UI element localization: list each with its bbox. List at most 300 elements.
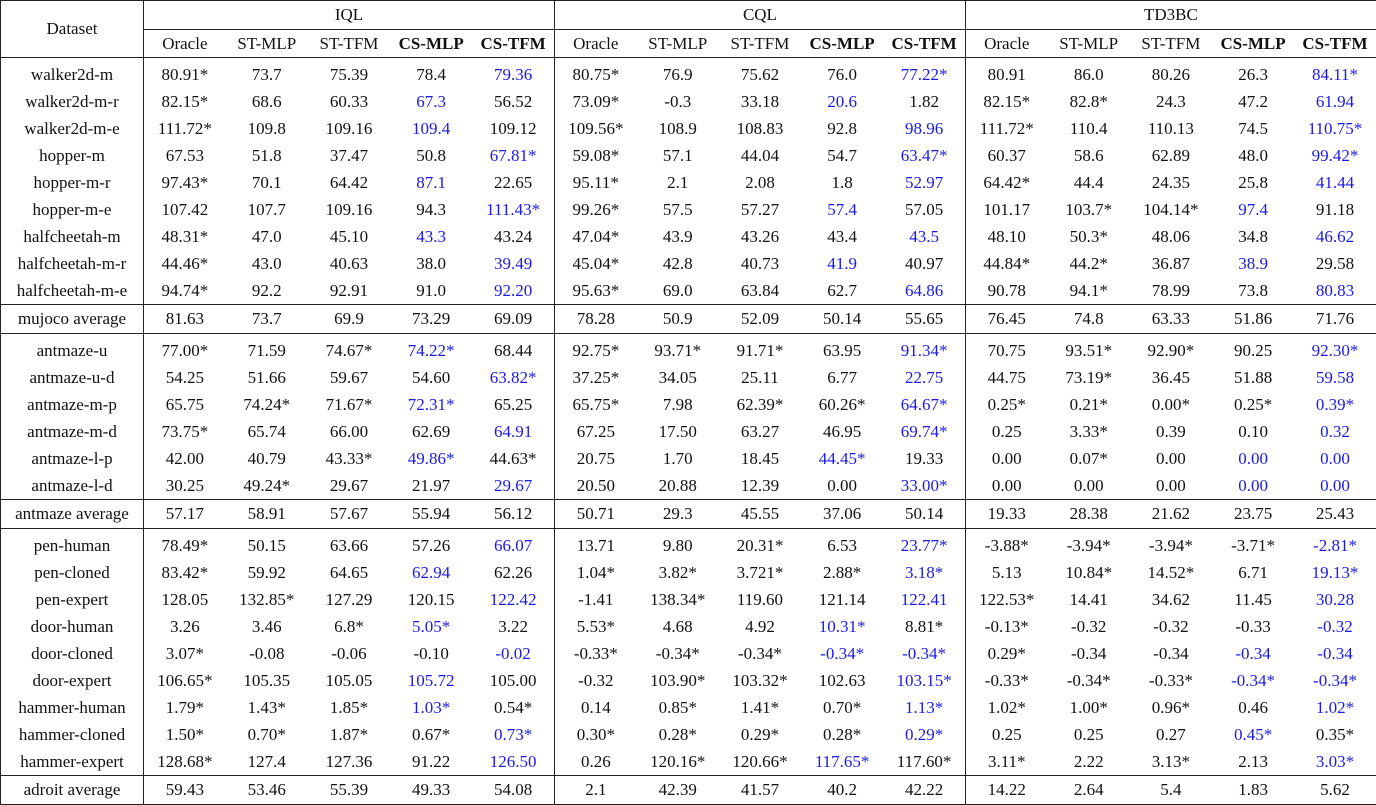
score-cell: 1.41*: [719, 694, 801, 721]
score-cell: 44.84*: [965, 250, 1047, 277]
score-cell: 68.44: [472, 334, 554, 365]
score-cell: 1.79*: [144, 694, 226, 721]
score-cell: 63.47*: [883, 142, 965, 169]
average-row: [1, 500, 1376, 529]
table-row: [1, 196, 1376, 223]
score-cell: 94.1*: [1048, 277, 1130, 305]
score-cell: 56.52: [472, 88, 554, 115]
score-cell: 1.03*: [390, 694, 472, 721]
score-cell: 91.22: [390, 748, 472, 776]
score-cell: 63.66: [308, 529, 390, 560]
score-cell: 34.62: [1130, 586, 1212, 613]
score-cell: 47.2: [1212, 88, 1294, 115]
score-cell: -3.71*: [1212, 529, 1294, 560]
score-cell: 59.92: [226, 559, 308, 586]
method-header-st-tfm: ST-TFM: [719, 30, 801, 58]
score-cell: 0.00: [965, 445, 1047, 472]
score-cell: 2.88*: [801, 559, 883, 586]
score-cell: 92.90*: [1130, 334, 1212, 365]
score-cell: 93.51*: [1048, 334, 1130, 365]
score-cell: 73.75*: [144, 418, 226, 445]
average-cell: 57.67: [308, 500, 390, 529]
average-cell: 55.94: [390, 500, 472, 529]
dataset-name: door-human: [1, 613, 144, 640]
table-row: [1, 559, 1376, 586]
table-row: [1, 586, 1376, 613]
average-cell: 41.57: [719, 776, 801, 805]
score-cell: 92.8: [801, 115, 883, 142]
score-cell: 26.3: [1212, 58, 1294, 89]
score-cell: 20.50: [554, 472, 636, 500]
score-cell: 14.52*: [1130, 559, 1212, 586]
score-cell: 86.0: [1048, 58, 1130, 89]
score-cell: 51.88: [1212, 364, 1294, 391]
score-cell: 0.54*: [472, 694, 554, 721]
score-cell: 51.66: [226, 364, 308, 391]
score-cell: 2.1: [637, 169, 719, 196]
table-row: [1, 721, 1376, 748]
score-cell: 109.16: [308, 115, 390, 142]
score-cell: 0.00: [1048, 472, 1130, 500]
table-row: [1, 364, 1376, 391]
score-cell: 42.8: [637, 250, 719, 277]
method-header-cs-tfm: CS-TFM: [883, 30, 965, 58]
score-cell: 43.5: [883, 223, 965, 250]
table-row: [1, 667, 1376, 694]
average-cell: 81.63: [144, 305, 226, 334]
score-cell: 0.96*: [1130, 694, 1212, 721]
score-cell: -0.32: [1294, 613, 1376, 640]
score-cell: 22.65: [472, 169, 554, 196]
method-header-oracle: Oracle: [965, 30, 1047, 58]
score-cell: 78.49*: [144, 529, 226, 560]
score-cell: 91.0: [390, 277, 472, 305]
dataset-name: door-expert: [1, 667, 144, 694]
table-row: [1, 748, 1376, 776]
score-cell: 67.25: [554, 418, 636, 445]
score-cell: 0.00: [1212, 445, 1294, 472]
score-cell: 57.5: [637, 196, 719, 223]
score-cell: 0.00: [1130, 472, 1212, 500]
dataset-name: hopper-m-e: [1, 196, 144, 223]
score-cell: 36.45: [1130, 364, 1212, 391]
score-cell: 43.4: [801, 223, 883, 250]
dataset-name: walker2d-m: [1, 58, 144, 89]
score-cell: 64.42*: [965, 169, 1047, 196]
score-cell: 61.94: [1294, 88, 1376, 115]
score-cell: 70.75: [965, 334, 1047, 365]
score-cell: 92.30*: [1294, 334, 1376, 365]
score-cell: 102.63: [801, 667, 883, 694]
score-cell: 109.8: [226, 115, 308, 142]
score-cell: -0.34*: [637, 640, 719, 667]
method-header-cs-mlp: CS-MLP: [1212, 30, 1294, 58]
score-cell: 3.721*: [719, 559, 801, 586]
average-cell: 52.09: [719, 305, 801, 334]
score-cell: 60.26*: [801, 391, 883, 418]
score-cell: 0.00: [1212, 472, 1294, 500]
score-cell: 62.89: [1130, 142, 1212, 169]
average-cell: 21.62: [1130, 500, 1212, 529]
score-cell: 110.13: [1130, 115, 1212, 142]
score-cell: 94.3: [390, 196, 472, 223]
score-cell: 1.13*: [883, 694, 965, 721]
average-cell: 23.75: [1212, 500, 1294, 529]
score-cell: 0.85*: [637, 694, 719, 721]
method-header-st-mlp: ST-MLP: [1048, 30, 1130, 58]
score-cell: 80.26: [1130, 58, 1212, 89]
score-cell: 49.86*: [390, 445, 472, 472]
table-row: [1, 334, 1376, 365]
score-cell: 68.6: [226, 88, 308, 115]
average-cell: 42.22: [883, 776, 965, 805]
score-cell: 57.4: [801, 196, 883, 223]
score-cell: 59.67: [308, 364, 390, 391]
score-cell: 101.17: [965, 196, 1047, 223]
score-cell: 45.10: [308, 223, 390, 250]
score-cell: 65.74: [226, 418, 308, 445]
score-cell: 0.25: [965, 418, 1047, 445]
average-cell: 73.29: [390, 305, 472, 334]
average-cell: 74.8: [1048, 305, 1130, 334]
score-cell: -0.34: [1294, 640, 1376, 667]
score-cell: 90.25: [1212, 334, 1294, 365]
score-cell: 3.33*: [1048, 418, 1130, 445]
score-cell: 43.3: [390, 223, 472, 250]
score-cell: -0.34*: [1212, 667, 1294, 694]
score-cell: 119.60: [719, 586, 801, 613]
score-cell: 121.14: [801, 586, 883, 613]
score-cell: 44.2*: [1048, 250, 1130, 277]
score-cell: 12.39: [719, 472, 801, 500]
score-cell: 76.0: [801, 58, 883, 89]
score-cell: 57.27: [719, 196, 801, 223]
score-cell: 30.25: [144, 472, 226, 500]
score-cell: 104.14*: [1130, 196, 1212, 223]
score-cell: 0.30*: [554, 721, 636, 748]
score-cell: -0.34*: [1294, 667, 1376, 694]
score-cell: 48.31*: [144, 223, 226, 250]
score-cell: 97.43*: [144, 169, 226, 196]
score-cell: 57.1: [637, 142, 719, 169]
score-cell: 87.1: [390, 169, 472, 196]
score-cell: 1.70: [637, 445, 719, 472]
score-cell: 17.50: [637, 418, 719, 445]
score-cell: 76.9: [637, 58, 719, 89]
score-cell: 43.33*: [308, 445, 390, 472]
method-header-st-mlp: ST-MLP: [637, 30, 719, 58]
score-cell: 34.05: [637, 364, 719, 391]
score-cell: 77.22*: [883, 58, 965, 89]
score-cell: 9.80: [637, 529, 719, 560]
average-cell: 2.64: [1048, 776, 1130, 805]
score-cell: 109.12: [472, 115, 554, 142]
table-row: [1, 694, 1376, 721]
score-cell: 122.42: [472, 586, 554, 613]
method-header-cs-tfm: CS-TFM: [472, 30, 554, 58]
score-cell: 1.00*: [1048, 694, 1130, 721]
score-cell: 5.53*: [554, 613, 636, 640]
score-cell: 44.63*: [472, 445, 554, 472]
score-cell: 105.72: [390, 667, 472, 694]
average-cell: 42.39: [637, 776, 719, 805]
score-cell: 91.18: [1294, 196, 1376, 223]
table-row: [1, 472, 1376, 500]
score-cell: 108.9: [637, 115, 719, 142]
score-cell: 132.85*: [226, 586, 308, 613]
score-cell: 109.16: [308, 196, 390, 223]
score-cell: 65.75*: [554, 391, 636, 418]
header-row-methods: [1, 30, 1376, 58]
score-cell: 103.7*: [1048, 196, 1130, 223]
score-cell: -0.33*: [554, 640, 636, 667]
score-cell: 106.65*: [144, 667, 226, 694]
score-cell: 25.11: [719, 364, 801, 391]
score-cell: 127.29: [308, 586, 390, 613]
table-row: [1, 277, 1376, 305]
score-cell: 64.67*: [883, 391, 965, 418]
table-row: [1, 169, 1376, 196]
score-cell: 0.29*: [719, 721, 801, 748]
score-cell: 62.26: [472, 559, 554, 586]
algo-header-td3bc: TD3BC: [965, 1, 1376, 30]
score-cell: 0.14: [554, 694, 636, 721]
score-cell: 73.7: [226, 58, 308, 89]
average-cell: 53.46: [226, 776, 308, 805]
score-cell: 19.13*: [1294, 559, 1376, 586]
average-label: adroit average: [1, 776, 144, 805]
score-cell: 21.97: [390, 472, 472, 500]
score-cell: 20.88: [637, 472, 719, 500]
score-cell: 65.25: [472, 391, 554, 418]
average-cell: 19.33: [965, 500, 1047, 529]
score-cell: 44.45*: [801, 445, 883, 472]
score-cell: 63.82*: [472, 364, 554, 391]
score-cell: 105.00: [472, 667, 554, 694]
score-cell: 74.24*: [226, 391, 308, 418]
score-cell: 64.86: [883, 277, 965, 305]
score-cell: -3.94*: [1048, 529, 1130, 560]
score-cell: 127.4: [226, 748, 308, 776]
score-cell: 83.42*: [144, 559, 226, 586]
score-cell: 0.70*: [801, 694, 883, 721]
score-cell: 36.87: [1130, 250, 1212, 277]
score-cell: 3.11*: [965, 748, 1047, 776]
score-cell: 82.15*: [144, 88, 226, 115]
score-cell: 108.83: [719, 115, 801, 142]
score-cell: 40.73: [719, 250, 801, 277]
algo-header-cql: CQL: [554, 1, 965, 30]
dataset-name: hammer-cloned: [1, 721, 144, 748]
method-header-st-tfm: ST-TFM: [308, 30, 390, 58]
table-row: [1, 391, 1376, 418]
score-cell: 49.24*: [226, 472, 308, 500]
score-cell: 29.67: [308, 472, 390, 500]
score-cell: 30.28: [1294, 586, 1376, 613]
method-header-cs-mlp: CS-MLP: [801, 30, 883, 58]
score-cell: 120.16*: [637, 748, 719, 776]
score-cell: 0.25: [965, 721, 1047, 748]
score-cell: 3.82*: [637, 559, 719, 586]
score-cell: 0.26: [554, 748, 636, 776]
score-cell: 11.45: [1212, 586, 1294, 613]
score-cell: 63.27: [719, 418, 801, 445]
score-cell: 103.90*: [637, 667, 719, 694]
score-cell: 50.8: [390, 142, 472, 169]
score-cell: 0.73*: [472, 721, 554, 748]
score-cell: 1.87*: [308, 721, 390, 748]
score-cell: 105.05: [308, 667, 390, 694]
score-cell: 3.26: [144, 613, 226, 640]
score-cell: 44.75: [965, 364, 1047, 391]
score-cell: 54.60: [390, 364, 472, 391]
score-cell: 10.31*: [801, 613, 883, 640]
score-cell: 60.37: [965, 142, 1047, 169]
score-cell: 7.98: [637, 391, 719, 418]
score-cell: 138.34*: [637, 586, 719, 613]
score-cell: 110.4: [1048, 115, 1130, 142]
dataset-name: antmaze-l-d: [1, 472, 144, 500]
score-cell: -0.06: [308, 640, 390, 667]
score-cell: 48.0: [1212, 142, 1294, 169]
dataset-name: door-cloned: [1, 640, 144, 667]
method-header-oracle: Oracle: [144, 30, 226, 58]
score-cell: -0.34*: [1048, 667, 1130, 694]
score-cell: 0.25*: [1212, 391, 1294, 418]
score-cell: 57.26: [390, 529, 472, 560]
score-cell: 74.67*: [308, 334, 390, 365]
score-cell: 80.91: [965, 58, 1047, 89]
score-cell: -0.08: [226, 640, 308, 667]
score-cell: 64.42: [308, 169, 390, 196]
score-cell: -3.94*: [1130, 529, 1212, 560]
score-cell: -0.32: [1130, 613, 1212, 640]
average-row: [1, 776, 1376, 805]
score-cell: 0.00: [1294, 472, 1376, 500]
score-cell: 93.71*: [637, 334, 719, 365]
dataset-name: hammer-expert: [1, 748, 144, 776]
score-cell: 107.42: [144, 196, 226, 223]
score-cell: 63.95: [801, 334, 883, 365]
score-cell: 43.9: [637, 223, 719, 250]
score-cell: 48.06: [1130, 223, 1212, 250]
score-cell: 33.18: [719, 88, 801, 115]
score-cell: 109.56*: [554, 115, 636, 142]
score-cell: 0.00: [1294, 445, 1376, 472]
score-cell: 77.00*: [144, 334, 226, 365]
score-cell: 3.22: [472, 613, 554, 640]
score-cell: 0.27: [1130, 721, 1212, 748]
dataset-name: antmaze-u: [1, 334, 144, 365]
score-cell: 29.67: [472, 472, 554, 500]
score-cell: 73.09*: [554, 88, 636, 115]
score-cell: 66.07: [472, 529, 554, 560]
score-cell: 67.3: [390, 88, 472, 115]
score-cell: 39.49: [472, 250, 554, 277]
dataset-name: walker2d-m-e: [1, 115, 144, 142]
table-row: [1, 58, 1376, 89]
score-cell: 0.00: [965, 472, 1047, 500]
score-cell: 14.41: [1048, 586, 1130, 613]
score-cell: 62.7: [801, 277, 883, 305]
score-cell: 58.6: [1048, 142, 1130, 169]
table-row: [1, 250, 1376, 277]
average-cell: 50.14: [801, 305, 883, 334]
average-cell: 76.45: [965, 305, 1047, 334]
average-cell: 50.71: [554, 500, 636, 529]
score-cell: 0.28*: [801, 721, 883, 748]
score-cell: 82.15*: [965, 88, 1047, 115]
score-cell: 5.13: [965, 559, 1047, 586]
score-cell: -0.3: [637, 88, 719, 115]
method-header-st-mlp: ST-MLP: [226, 30, 308, 58]
score-cell: 1.85*: [308, 694, 390, 721]
score-cell: 98.96: [883, 115, 965, 142]
score-cell: 80.83: [1294, 277, 1376, 305]
average-cell: 25.43: [1294, 500, 1376, 529]
table-row: [1, 418, 1376, 445]
score-cell: 128.68*: [144, 748, 226, 776]
score-cell: 0.29*: [965, 640, 1047, 667]
score-cell: -0.13*: [965, 613, 1047, 640]
score-cell: 10.84*: [1048, 559, 1130, 586]
dataset-name: halfcheetah-m: [1, 223, 144, 250]
dataset-name: halfcheetah-m-e: [1, 277, 144, 305]
score-cell: 1.02*: [965, 694, 1047, 721]
score-cell: 0.39*: [1294, 391, 1376, 418]
score-cell: 22.75: [883, 364, 965, 391]
header-row-algorithms: [1, 1, 1376, 30]
score-cell: 54.25: [144, 364, 226, 391]
score-cell: 120.66*: [719, 748, 801, 776]
score-cell: 90.78: [965, 277, 1047, 305]
score-cell: 107.7: [226, 196, 308, 223]
score-cell: 1.50*: [144, 721, 226, 748]
score-cell: -1.41: [554, 586, 636, 613]
score-cell: 73.8: [1212, 277, 1294, 305]
dataset-name: walker2d-m-r: [1, 88, 144, 115]
score-cell: 6.53: [801, 529, 883, 560]
score-cell: 70.1: [226, 169, 308, 196]
score-cell: 6.77: [801, 364, 883, 391]
score-cell: 127.36: [308, 748, 390, 776]
score-cell: 103.15*: [883, 667, 965, 694]
score-cell: 91.71*: [719, 334, 801, 365]
score-cell: 0.46: [1212, 694, 1294, 721]
score-cell: 44.04: [719, 142, 801, 169]
table-row: [1, 223, 1376, 250]
score-cell: 3.07*: [144, 640, 226, 667]
average-cell: 2.1: [554, 776, 636, 805]
score-cell: 1.43*: [226, 694, 308, 721]
score-cell: 94.74*: [144, 277, 226, 305]
score-cell: 46.95: [801, 418, 883, 445]
score-cell: 6.71: [1212, 559, 1294, 586]
score-cell: 97.4: [1212, 196, 1294, 223]
table-row: [1, 640, 1376, 667]
score-cell: 0.39: [1130, 418, 1212, 445]
score-cell: 0.25: [1048, 721, 1130, 748]
average-cell: 58.91: [226, 500, 308, 529]
score-cell: 29.58: [1294, 250, 1376, 277]
score-cell: 4.92: [719, 613, 801, 640]
score-cell: 80.91*: [144, 58, 226, 89]
score-cell: 0.29*: [883, 721, 965, 748]
score-cell: 40.79: [226, 445, 308, 472]
score-cell: 38.9: [1212, 250, 1294, 277]
score-cell: 74.22*: [390, 334, 472, 365]
score-cell: 0.00*: [1130, 391, 1212, 418]
